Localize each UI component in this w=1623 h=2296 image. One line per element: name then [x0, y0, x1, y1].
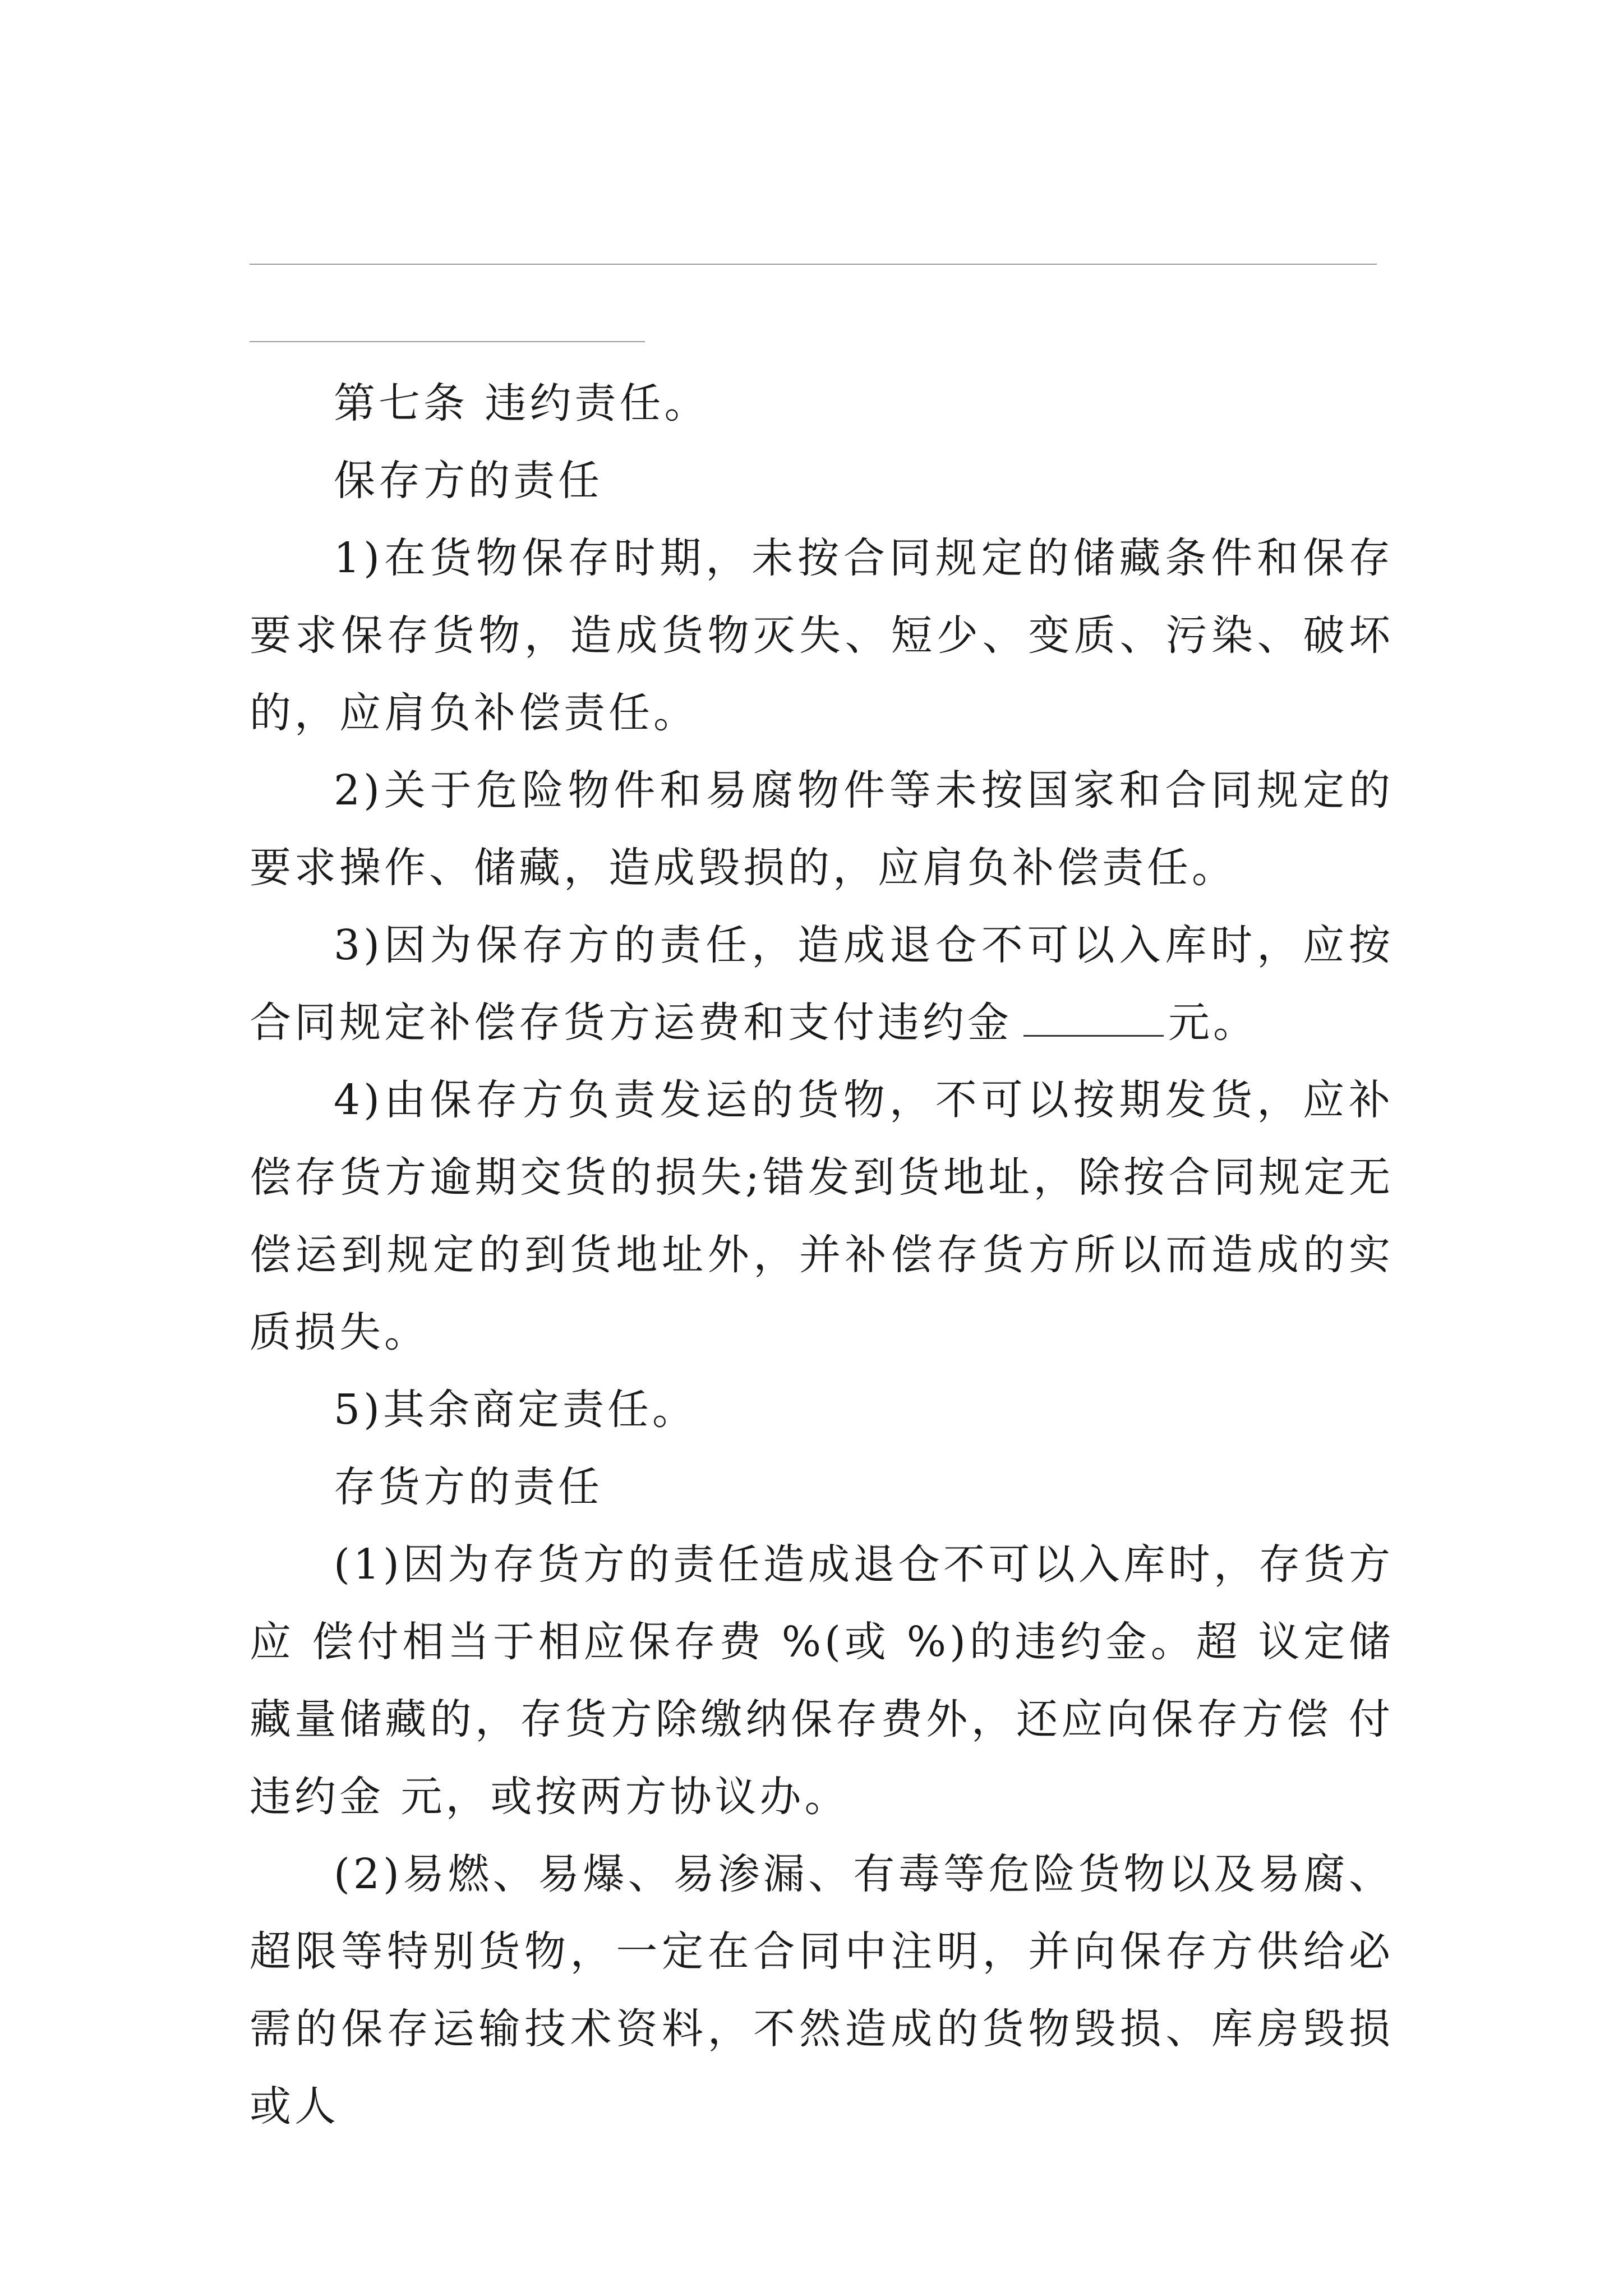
paragraph-keeper-5: 5)其余商定责任。: [334, 1386, 697, 1434]
form-blank-line: [250, 264, 1377, 265]
paragraph-keeper-3-text: 3)因为保存方的责任，造成退仓不可以入库时，应按合同规定补偿存货方运费和支付违约金: [250, 921, 1394, 1047]
paragraph-keeper-2: 2)关于危险物件和易腐物件等未按国家和合同规定的要求操作、储藏，造成毁损的，应肩负补偿责任。: [250, 766, 1394, 892]
section-heading-depositor: 存货方的责任: [334, 1463, 603, 1511]
paragraph-depositor-1: (1)因为存货方的责任造成退仓不可以入库时，存货方应 偿付相当于相应保存费 %(或 %)的违约金。超 议定储藏量储藏的，存货方除缴纳保存费外，还应向保存方偿 付违约金 元，或按两方协议办。: [250, 1540, 1394, 1821]
paragraph-keeper-3-unit: 元。: [1168, 999, 1258, 1047]
document-body: [250, 365, 1394, 2145]
form-blank-line-short: [250, 341, 645, 342]
amount-blank: [1023, 1001, 1164, 1037]
section-heading-keeper: 保存方的责任: [334, 457, 603, 505]
paragraph-depositor-2: (2)易燃、易爆、易渗漏、有毒等危险货物以及易腐、超限等特别货物，一定在合同中注明，并向保存方供给必需的保存运输技术资料，不然造成的货物毁损、库房毁损或人: [250, 1850, 1394, 2131]
paragraph-keeper-3: [250, 907, 1394, 1061]
article-title: 第七条 违约责任。: [334, 379, 709, 427]
paragraph-keeper-1: 1)在货物保存时期，未按合同规定的储藏条件和保存要求保存货物，造成货物灭失、短少、变质、污染、破坏的，应肩负补偿责任。: [250, 534, 1394, 737]
paragraph-keeper-4: 4)由保存方负责发运的货物，不可以按期发货，应补偿存货方逾期交货的损失;错发到货地址，除按合同规定无偿运到规定的到货地址外，并补偿存货方所以而造成的实质损失。: [250, 1076, 1394, 1356]
